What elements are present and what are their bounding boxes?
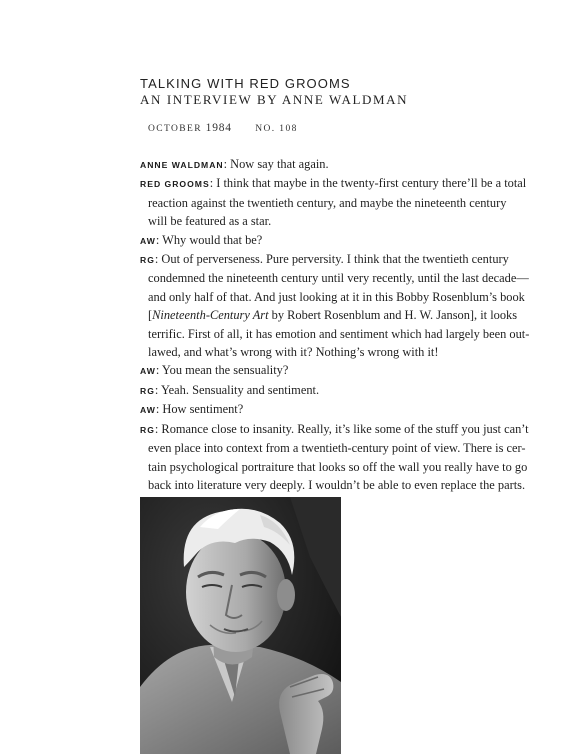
- interview-transcript: [140, 155, 530, 494]
- transcript-line: [140, 174, 527, 193]
- transcript-line: and only half of that. And just looking at it in this Bobby Rosenblum’s book: [148, 289, 525, 304]
- speaker-label: RG: [140, 424, 155, 435]
- transcript-line: lawed, and what’s wrong with it? Nothing’s wrong with it!: [148, 345, 439, 360]
- portrait-photo: [140, 497, 341, 754]
- issue-month: OCTOBER: [148, 124, 202, 134]
- transcript-line: [140, 400, 510, 419]
- speech-text: : You mean the sensuality?: [155, 363, 289, 378]
- book-title: Nineteenth-Century Art: [152, 308, 269, 323]
- transcript-line: [140, 231, 510, 250]
- speech-text: : Now say that again.: [223, 157, 329, 171]
- transcript-line: terrific. First of all, it has emotion and sentiment which had largely been out-: [148, 326, 530, 341]
- issue-year: 1984: [205, 122, 232, 134]
- speech-text: : How sentiment?: [155, 402, 244, 417]
- page-subtitle: AN INTERVIEW BY ANNE WALDMAN: [140, 92, 409, 107]
- speech-text: : Romance close to insanity. Really, it’s like some of the stuff you just can’t: [154, 421, 529, 436]
- speech-text: by Robert Rosenblum and H. W. Janson], it looks: [268, 308, 518, 323]
- transcript-line: [140, 381, 510, 400]
- transcript-line: [140, 361, 510, 380]
- transcript-line: [140, 306, 518, 324]
- speaker-label: RED GROOMS: [140, 179, 210, 190]
- transcript-line: will be featured as a star.: [148, 214, 272, 229]
- speaker-label: AW: [140, 366, 156, 377]
- speaker-label: AW: [140, 405, 156, 416]
- transcript-line: [140, 155, 510, 174]
- speaker-label: RG: [140, 385, 155, 396]
- speech-text: : Out of perverseness. Pure perversity. I think that the twentieth century: [154, 252, 509, 267]
- transcript-line: [140, 420, 529, 439]
- transcript-line: reaction against the twentieth century, and maybe the nineteenth century: [148, 195, 507, 210]
- bracket-open: [: [148, 308, 153, 323]
- transcript-line: tain psychological portraiture that looks so off the wall you really have to go: [148, 459, 528, 474]
- issue-number: NO. 108: [255, 124, 298, 134]
- issue-dateline: [148, 122, 298, 134]
- speaker-label: RG: [140, 255, 155, 266]
- speech-text: : Yeah. Sensuality and sentiment.: [154, 382, 320, 397]
- speaker-label: ANNE WALDMAN: [140, 160, 224, 170]
- transcript-line: back into literature very deeply. I wouldn’t be able to even replace the parts.: [148, 477, 526, 492]
- transcript-line: condemned the nineteenth century until very recently, until the last decade—: [148, 271, 529, 286]
- portrait-illustration: [140, 497, 341, 754]
- transcript-line: [140, 250, 510, 269]
- page-title: TALKING WITH RED GROOMS: [140, 76, 351, 91]
- speaker-label: AW: [140, 235, 156, 246]
- transcript-line: even place into context from a twentieth-century point of view. There is cer-: [148, 441, 526, 456]
- speech-text: : Why would that be?: [155, 232, 263, 247]
- speech-text: : I think that maybe in the twenty-first century there’ll be a total: [209, 176, 527, 191]
